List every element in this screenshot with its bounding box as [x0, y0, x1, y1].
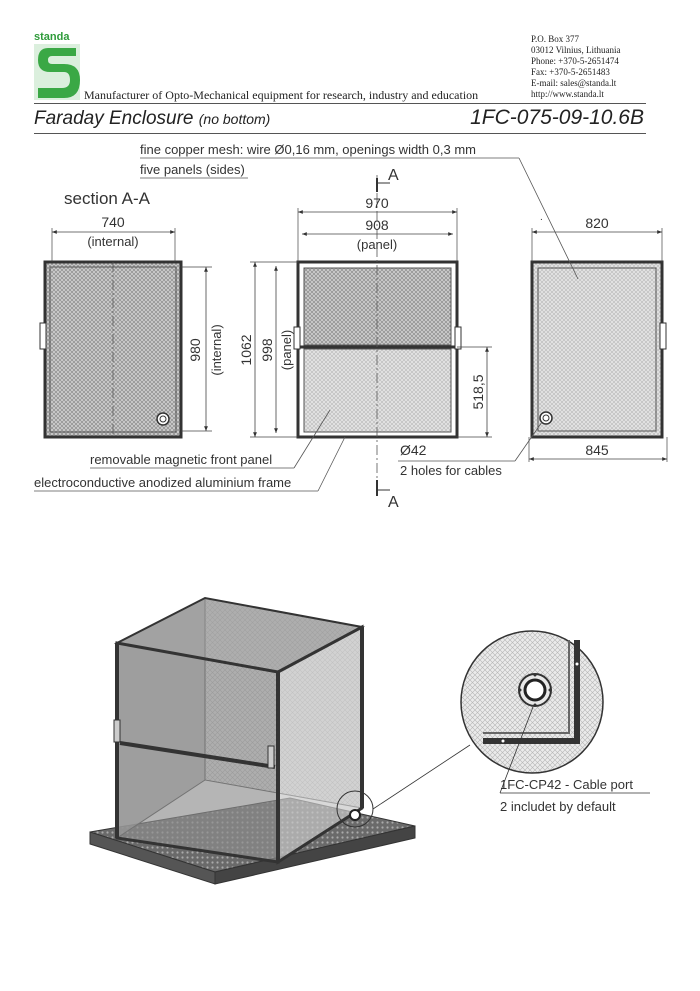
note-hole-diameter: Ø42: [400, 442, 427, 458]
note-panels: five panels (sides): [140, 162, 245, 177]
note-holes: 2 holes for cables: [400, 463, 502, 478]
contact-line: 03012 Vilnius, Lithuania: [531, 45, 621, 55]
isometric-view: [90, 598, 650, 884]
contact-line: Fax: +370-5-2651483: [531, 67, 610, 77]
dim-depth-top: 820: [585, 215, 609, 231]
front-view: [238, 167, 492, 511]
title-text: Faraday Enclosure: [34, 108, 194, 129]
dim-internal-width: 740: [101, 214, 125, 230]
note-mesh: fine copper mesh: wire Ø0,16 mm, openings width 0,3 mm: [140, 142, 476, 157]
title-note: (no bottom): [198, 111, 271, 127]
brand-name: standa: [34, 31, 70, 43]
dim-split-height: 518,5: [470, 374, 486, 410]
note-included: 2 includet by default: [500, 799, 616, 814]
side-view: [529, 212, 667, 462]
contact-line: Phone: +370-5-2651474: [531, 56, 619, 66]
product-code: 1FC-075-09-10.6B: [470, 106, 644, 129]
dim-internal-width-note: (internal): [87, 234, 139, 249]
contact-line: E-mail: sales@standa.lt: [531, 78, 617, 88]
contact-line: P.O. Box 377: [531, 34, 580, 44]
dim-internal-height: 980: [187, 338, 203, 362]
dim-panel-width-note: (panel): [356, 237, 398, 252]
section-label: section A-A: [64, 189, 150, 208]
dim-internal-height-note: (internal): [209, 324, 224, 376]
note-frame: electroconductive anodized aluminium frame: [34, 475, 292, 490]
section-view: [40, 189, 224, 437]
dim-overall-height: 1062: [238, 334, 254, 366]
dot-mark: .: [540, 212, 543, 223]
dim-depth-bottom: 845: [585, 442, 609, 458]
note-cable-port: 1FC-CP42 - Cable port: [500, 777, 633, 792]
section-marker-top: A: [388, 167, 399, 184]
company-tagline: Manufacturer of Opto-Mechanical equipment for research, industry and education: [84, 88, 479, 102]
contact-line: http://www.standa.lt: [531, 89, 604, 99]
section-marker-bottom: A: [388, 494, 399, 511]
dim-panel-height: 998: [259, 338, 275, 362]
dim-panel-height-note: (panel): [279, 329, 294, 371]
dim-overall-width: 970: [365, 195, 389, 211]
dim-panel-width: 908: [365, 217, 389, 233]
note-front-panel: removable magnetic front panel: [90, 452, 273, 467]
